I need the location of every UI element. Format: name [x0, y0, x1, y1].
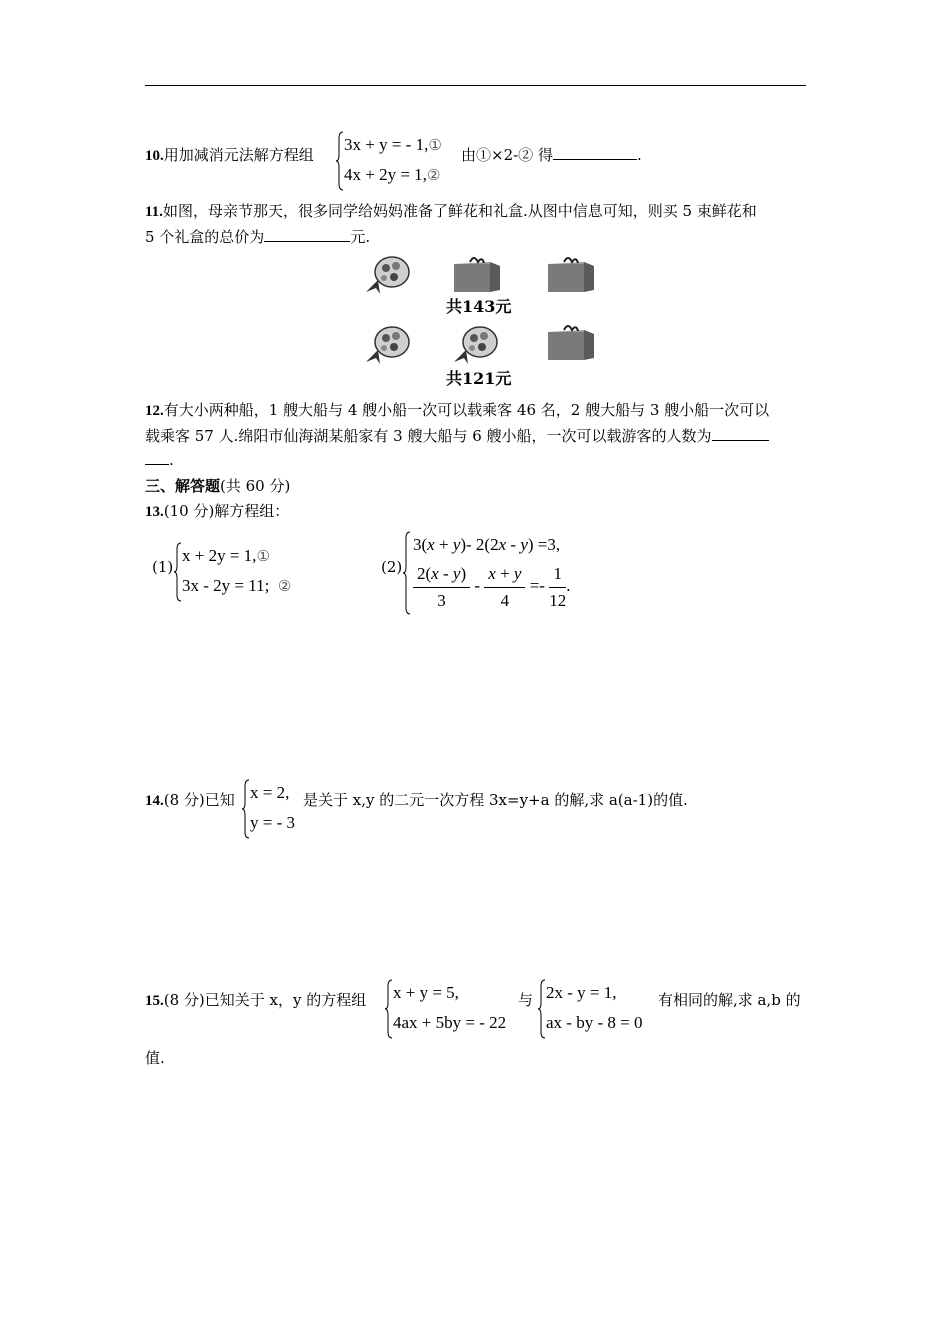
circled-one: ① [428, 136, 442, 154]
answer-blank[interactable] [553, 144, 637, 160]
question-text: 有大小两种船，1 艘大船与 4 艘小船一次可以载乘客 46 名，2 艘大船与 3 艘小船一次可以 [163, 401, 770, 419]
equation-2: 4x + 2y = 1, [344, 165, 427, 184]
question-12-line-3: . [145, 448, 174, 472]
left-brace-icon [403, 530, 411, 616]
left-brace-icon [242, 778, 250, 840]
question-13 [145, 499, 289, 524]
question-number: 10. [145, 148, 164, 164]
flower-bouquet-icon [452, 322, 500, 366]
section-heading [145, 474, 290, 498]
equation-2: $\frac{2(x - y)}{3}$ - $\frac{x + y}{4}$ =- $\frac{1}{12}$ . [413, 560, 570, 612]
equation-2: 4ax + 5by = - 22 [393, 1013, 507, 1032]
figure-caption-2: 共121元 [446, 369, 512, 388]
circled-two: ② [426, 166, 441, 184]
question-number: 13. [145, 504, 164, 520]
part-1-label: (1) [152, 558, 174, 576]
question-number: 14. [145, 793, 164, 809]
equation-system-part-1 [174, 541, 324, 603]
question-14-lead: 14.(8 分)已知 [145, 791, 235, 809]
connector-text: 与 [518, 991, 534, 1009]
question-number: 11. [145, 204, 163, 220]
equation-1: x = 2, [250, 783, 290, 802]
question-10 [145, 143, 314, 168]
figure-caption-1: 共143元 [446, 297, 512, 316]
answer-blank-continued[interactable] [145, 449, 169, 465]
equation-1: 2x - y = 1, [546, 983, 617, 1002]
equation-2: y = - 3 [250, 813, 295, 832]
left-brace-icon [174, 541, 182, 603]
answer-blank[interactable] [264, 226, 350, 242]
answer-blank[interactable] [712, 425, 769, 441]
equation-system-q10 [336, 130, 461, 192]
question-14-text: 是关于 x,y 的二元一次方程 3x=y+a 的解,求 a(a-1)的值. [303, 791, 688, 809]
question-12-line-1 [145, 398, 769, 423]
left-brace-icon [336, 130, 344, 192]
equation-2: ax - by - 8 = 0 [546, 1013, 643, 1032]
equation-1: 3x + y = - 1, [344, 135, 429, 154]
circled-two: ② [277, 577, 292, 595]
section-score: (共 60 分) [220, 477, 291, 495]
instruction-text: 由①×2-② 得 [461, 146, 553, 164]
equation-1: x + 2y = 1, [182, 546, 257, 565]
equation-system-part-2 [403, 530, 613, 616]
question-12-line-2: 载乘客 57 人.绵阳市仙海湖某船家有 3 艘大船与 6 艘小船，一次可以载游客的人数为 [145, 424, 769, 448]
left-brace-icon [385, 978, 393, 1040]
flower-bouquet-icon [364, 322, 412, 366]
left-brace-icon [538, 978, 546, 1040]
flowers-gifts-figure [360, 250, 600, 388]
question-number: 15. [145, 993, 164, 1009]
question-text: (10 分)解方程组： [163, 502, 290, 520]
flower-bouquet-icon [364, 252, 412, 296]
gift-box-icon [544, 254, 596, 294]
circled-one: ① [256, 547, 270, 565]
question-number: 12. [145, 403, 164, 419]
header-rule [145, 85, 806, 86]
solution-system-q14 [242, 778, 312, 840]
equation-system-1-q15 [385, 978, 520, 1040]
question-11-line-1 [145, 199, 757, 224]
question-text: 如图，母亲节那天，很多同学给妈妈准备了鲜花和礼盒.从图中信息可知，则买 5 束鲜花和 [162, 202, 757, 220]
gift-box-icon [544, 322, 596, 362]
question-15-lead: 15.(8 分)已知关于 x，y 的方程组 [145, 991, 367, 1009]
section-title: 三、解答题 [145, 477, 221, 495]
part-2-label: (2) [381, 558, 403, 576]
gift-box-icon [450, 254, 502, 294]
question-10-tail: 由①×2-② 得 . [461, 146, 642, 164]
question-text: 用加减消元法解方程组 [163, 146, 314, 164]
equation-1: x + y = 5, [393, 983, 459, 1002]
equation-system-2-q15 [538, 978, 658, 1040]
equation-1: 3(x + y)- 2(2x - y) =3, [413, 535, 561, 554]
question-15-line-2: 值. [145, 1049, 165, 1067]
question-15-text: 有相同的解,求 a,b 的 [658, 991, 801, 1009]
question-11-line-2: 5 个礼盒的总价为 元. [145, 228, 371, 246]
equation-2: 3x - 2y = 11; [182, 576, 270, 595]
